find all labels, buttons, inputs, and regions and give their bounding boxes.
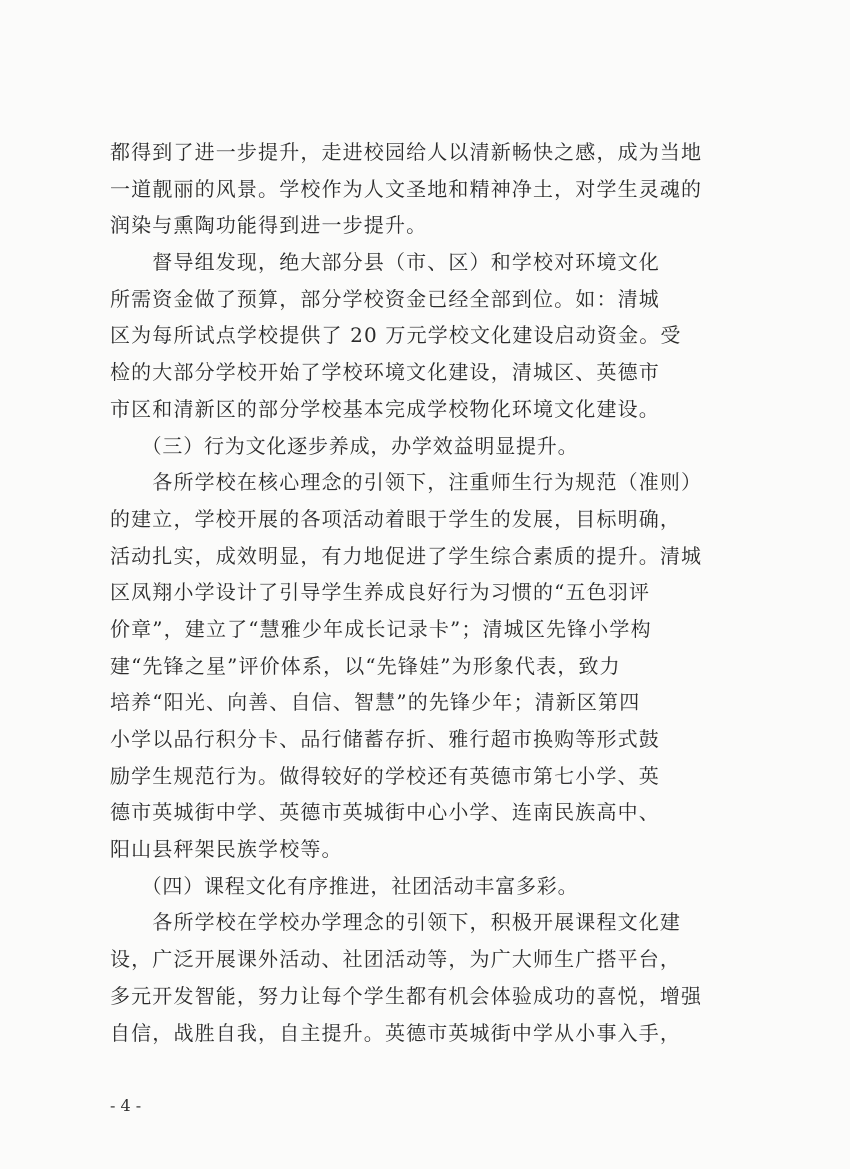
text-line-13: 区凤翔小学设计了引导学生养成良好行为习惯的“五色羽评 xyxy=(110,580,651,605)
body-text xyxy=(110,134,730,1051)
text-line-7: 检的大部分学校开始了学校环境文化建设，清城区、英德市 xyxy=(110,360,660,385)
text-line-1: 都得到了进一步提升，走进校园给人以清新畅快之感，成为当地 xyxy=(110,140,703,164)
text-line-3: 润染与熏陶功能得到进一步提升。 xyxy=(110,213,428,238)
text-line-10: 各所学校在核心理念的引领下，注重师生行为规范（准则） xyxy=(110,470,703,495)
text-line-5: 所需资金做了预算，部分学校资金已经全部到位。如：清城 xyxy=(110,286,660,311)
text-line-23: 设，广泛开展课外活动、社团活动等，为广大师生广搭平台， xyxy=(110,947,682,972)
text-line-22: 各所学校在学校办学理念的引领下，积极开展课程文化建 xyxy=(110,910,682,935)
text-line-8: 市区和清新区的部分学校基本完成学校物化环境文化建设。 xyxy=(110,396,660,421)
text-line-17: 小学以品行积分卡、品行储蓄存折、雅行超市换购等形式鼓 xyxy=(110,727,660,751)
text-line-25: 自信，战胜自我，自主提升。英德市英城街中学从小事入手， xyxy=(110,1020,682,1045)
text-line-4: 督导组发现，绝大部分县（市、区）和学校对环境文化 xyxy=(110,250,660,275)
text-line-15: 建“先锋之星”评价体系，以“先锋娃”为形象代表，致力 xyxy=(110,653,621,678)
section-heading-4: （四）课程文化有序推进，社团活动丰富多彩。 xyxy=(110,873,579,898)
text-line-16: 培养“阳光、向善、自信、智慧”的先锋少年；清新区第四 xyxy=(110,690,641,715)
text-line-19: 德市英城街中学、英德市英城街中心小学、连南民族高中、 xyxy=(110,800,660,825)
text-line-24: 多元开发智能，努力让每个学生都有机会体验成功的喜悦，增强 xyxy=(110,983,703,1008)
section-heading-3: （三）行为文化逐步养成，办学效益明显提升。 xyxy=(110,433,579,458)
text-line-12: 活动扎实，成效明显，有力地促进了学生综合素质的提升。清城 xyxy=(110,543,703,568)
text-line-2: 一道靓丽的风景。学校作为人文圣地和精神净土，对学生灵魂的 xyxy=(110,176,703,201)
text-line-14: 价章”，建立了“慧雅少年成长记录卡”；清城区先锋小学构 xyxy=(110,616,652,641)
text-line-18: 励学生规范行为。做得较好的学校还有英德市第七小学、英 xyxy=(110,763,660,788)
page-number: - 4 - xyxy=(110,1096,142,1115)
text-line-20: 阳山县秤架民族学校等。 xyxy=(110,837,343,862)
text-line-6: 区为每所试点学校提供了 20 万元学校文化建设启动资金。受 xyxy=(110,323,682,348)
text-line-11: 的建立，学校开展的各项活动着眼于学生的发展，目标明确， xyxy=(110,506,682,531)
